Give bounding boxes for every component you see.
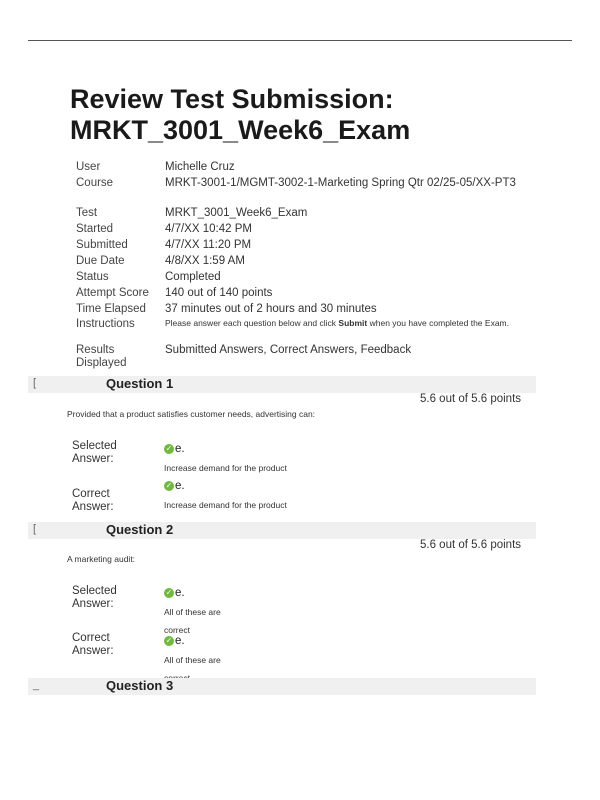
course-label: Course xyxy=(76,177,114,189)
question-2-title: Question 2 xyxy=(106,522,174,537)
score-label: Attempt Score xyxy=(76,287,149,299)
question-3-header xyxy=(28,678,536,695)
question-1-title: Question 1 xyxy=(106,376,174,391)
question-3-title: Question 3 xyxy=(106,678,174,693)
submitted-label: Submitted xyxy=(76,239,128,251)
question-toggle-icon[interactable]: _ xyxy=(33,679,40,691)
submitted-value: 4/7/XX 11:20 PM xyxy=(165,239,252,251)
started-value: 4/7/XX 10:42 PM xyxy=(165,223,252,235)
top-divider xyxy=(28,40,572,41)
instructions-label: Instructions xyxy=(76,318,135,330)
test-label: Test xyxy=(76,207,98,219)
submission-details xyxy=(76,161,536,370)
question-2-selected-label: Selected Answer: xyxy=(72,585,117,610)
question-1-selected-label: Selected Answer: xyxy=(72,440,117,465)
instructions-value: Please answer each question below and click Submit when you have completed the Exam. xyxy=(165,318,509,328)
question-2-correct-answer: ✓ e. All of these are xyxy=(164,634,221,665)
elapsed-label: Time Elapsed xyxy=(76,303,146,315)
status-label: Status xyxy=(76,271,109,283)
question-1-selected-answer: ✓ e. Increase demand for the product xyxy=(164,442,287,473)
elapsed-value: 37 minutes out of 2 hours and 30 minutes xyxy=(165,303,377,315)
question-toggle-icon[interactable]: [ xyxy=(33,523,37,535)
question-1-correct-answer: ✓ e. Increase demand for the product xyxy=(164,479,287,510)
check-circle-icon: ✓ xyxy=(165,635,173,645)
due-date-label: Due Date xyxy=(76,255,125,267)
question-1-text: Provided that a product satisfies customer needs, advertising can: xyxy=(67,409,316,419)
question-2-selected-answer: ✓ e. All of these are correct xyxy=(164,586,221,635)
results-value: Submitted Answers, Correct Answers, Feedback xyxy=(165,344,412,356)
user-label: User xyxy=(76,161,101,173)
status-value: Completed xyxy=(165,271,221,283)
due-date-value: 4/8/XX 1:59 AM xyxy=(165,255,245,267)
check-circle-icon: ✓ xyxy=(165,443,173,453)
started-label: Started xyxy=(76,223,114,235)
question-1-points: 5.6 out of 5.6 points xyxy=(420,393,522,405)
question-2-points: 5.6 out of 5.6 points xyxy=(420,539,522,551)
results-label: Results Displayed xyxy=(76,344,127,369)
course-value: MRKT-3001-1/MGMT-3002-1-Marketing Spring Qtr 02/25-05/XX-PT3 xyxy=(165,177,516,189)
check-circle-icon: ✓ xyxy=(165,480,173,490)
check-circle-icon: ✓ xyxy=(165,587,173,597)
question-1-correct-label: Correct Answer: xyxy=(72,488,114,513)
question-2-correct-label: Correct Answer: xyxy=(72,632,114,657)
page-title: Review Test Submission: MRKT_3001_Week6_Exam xyxy=(70,84,411,145)
question-2-text: A marketing audit: xyxy=(67,554,136,564)
question-1-header xyxy=(28,376,536,393)
test-value: MRKT_3001_Week6_Exam xyxy=(165,207,308,219)
question-toggle-icon[interactable]: [ xyxy=(33,377,37,389)
user-value: Michelle Cruz xyxy=(165,161,235,173)
score-value: 140 out of 140 points xyxy=(165,287,273,299)
question-2-header xyxy=(28,522,536,539)
